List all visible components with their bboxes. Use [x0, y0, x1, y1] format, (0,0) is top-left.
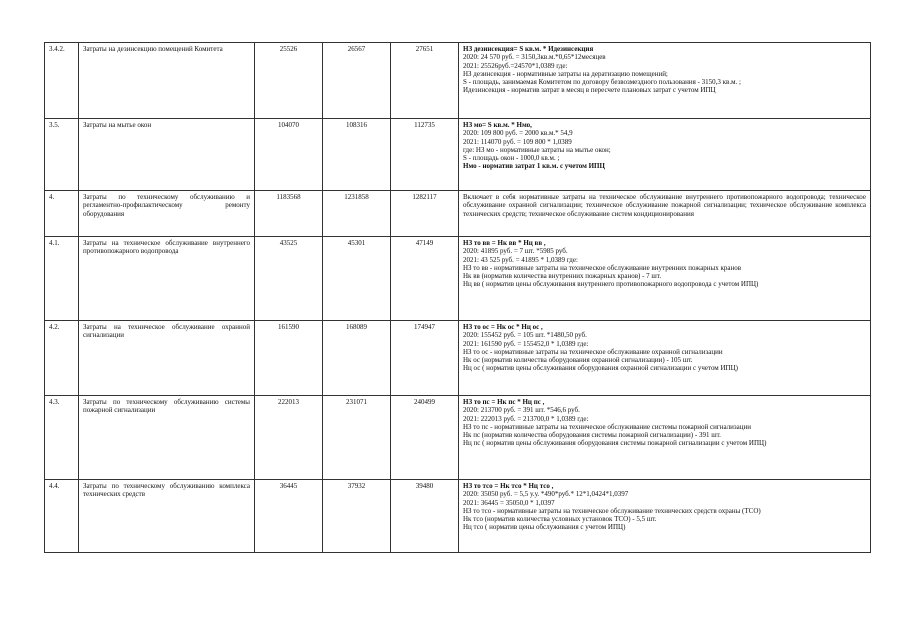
- value-2022: 112735: [391, 119, 459, 191]
- row-number: 3.4.2.: [45, 43, 79, 119]
- formula-line: 2021: 25526руб.=24570*1,0389 где:: [463, 61, 568, 70]
- formula-line: Нк вв (норматив количества внутренних пожарных кранов) - 7 шт.: [463, 272, 662, 281]
- value-2020: 104070: [255, 119, 323, 191]
- calculation-description: [459, 396, 871, 480]
- expense-name: Затраты на техническое обслуживание охранной сигнализации: [79, 321, 255, 396]
- calculation-description: [459, 191, 871, 237]
- expense-name: Затраты на техническое обслуживание внутреннего противопожарного водопровода: [79, 237, 255, 321]
- formula-line: Нк пс (норматив количества оборудования системы пожарной сигнализации) - 391 шт.: [463, 431, 721, 440]
- value-2022: 174947: [391, 321, 459, 396]
- value-2020: 222013: [255, 396, 323, 480]
- expense-name: Затраты по техническому обслуживанию комплекса технических средств: [79, 480, 255, 553]
- row-number: 4.2.: [45, 321, 79, 396]
- formula-line: НЗ дезинсекция - нормативные затраты на дератизацию помещений;: [463, 69, 668, 78]
- formula-line: 2021: 222013 руб. = 213700,0 * 1,0389 где:: [463, 414, 589, 423]
- formula-line: 2020: 109 800 руб. = 2000 кв.м.* 54,9: [463, 129, 573, 138]
- budget-table: [44, 42, 871, 553]
- value-2020: 161590: [255, 321, 323, 396]
- value-2021: 26567: [323, 43, 391, 119]
- formula-line: 2021: 161590 руб. = 155452,0 * 1,0389 где:: [463, 339, 589, 348]
- calculation-description: [459, 321, 871, 396]
- value-2020: 1183568: [255, 191, 323, 237]
- table-row: [45, 191, 871, 237]
- formula-line: Нк ос (норматив количества оборудования охранной сигнализации) - 105 шт.: [463, 356, 693, 365]
- value-2022: 27651: [391, 43, 459, 119]
- calculation-description: [459, 480, 871, 553]
- value-2020: 43525: [255, 237, 323, 321]
- value-2021: 108316: [323, 119, 391, 191]
- value-2021: 45301: [323, 237, 391, 321]
- formula-line: НЗ то ос = Нк ос * Нц ос ,: [463, 323, 543, 331]
- table-row: [45, 237, 871, 321]
- calculation-description: [459, 119, 871, 191]
- formula-line: НЗ то тсо - нормативные затраты на техническое обслуживание технических средств охраны (ТСО): [463, 506, 761, 515]
- row-number: 4.4.: [45, 480, 79, 553]
- row-number: 4.1.: [45, 237, 79, 321]
- formula-line: Нц ос ( норматив цены обслуживания оборудования охранной сигнализации с учетом ИПЦ): [463, 364, 738, 373]
- row-number: 4.3.: [45, 396, 79, 480]
- formula-line: где: НЗ мо - нормативные затраты на мытье окон;: [463, 145, 611, 154]
- formula-line: Нк тсо (норматив количества условных установок ТСО) - 5,5 шт.: [463, 515, 657, 524]
- formula-line: 2021: 36445 = 35050,0 * 1,0397: [463, 498, 555, 507]
- formula-line: Нмо - норматив затрат 1 кв.м. с учетом ИПЦ: [463, 162, 605, 171]
- calculation-description: [459, 43, 871, 119]
- formula-line: S - площадь окон - 1000,0 кв.м. ;: [463, 154, 560, 163]
- value-2021: 168089: [323, 321, 391, 396]
- formula-line: НЗ дезинсекция= S кв.м. * Идезинсекция: [463, 45, 594, 53]
- formula-line: НЗ то вв - нормативные затраты на техническое обслуживание внутренних пожарных кранов: [463, 263, 742, 272]
- row-number: 3.5.: [45, 119, 79, 191]
- calculation-description: [459, 237, 871, 321]
- value-2022: 1282117: [391, 191, 459, 237]
- formula-line: Нц пс ( норматив цены обслуживания оборудования системы пожарной сигнализации с учетом ИПЦ): [463, 439, 767, 448]
- formula-line: НЗ то пс - нормативные затраты на техническое обслуживание системы пожарной сигнализации: [463, 422, 751, 431]
- formula-line: 2020: 155452 руб. = 105 шт. *1480,50 руб.: [463, 331, 587, 340]
- formula-line: Включает в себя нормативные затраты на техническое обслуживание внутреннего противопожарного водопровода; техническое обслуживание охранной сигнализации; техническое обслуживание пожарной сигнализации; техническое обслуживание комплекса технических средств; техническое обслуживание систем кондиционирования: [463, 193, 866, 218]
- value-2022: 47149: [391, 237, 459, 321]
- value-2021: 1231858: [323, 191, 391, 237]
- formula-line: Идезинсекция - норматив затрат в месяц в пересчете плановых затрат с учетом ИПЦ: [463, 86, 716, 95]
- formula-line: НЗ то пс = Нк пс * Нц пс ,: [463, 398, 545, 406]
- formula-line: 2020: 35050 руб. = 5,5 у.у. *490*руб.* 12*1,0424*1,0397: [463, 490, 629, 499]
- value-2021: 231071: [323, 396, 391, 480]
- table-row: [45, 480, 871, 553]
- formula-line: 2021: 114070 руб. = 109 800 * 1,0389: [463, 137, 572, 146]
- value-2021: 37932: [323, 480, 391, 553]
- table-row: [45, 321, 871, 396]
- value-2020: 25526: [255, 43, 323, 119]
- formula-line: Нц вв ( норматив цены обслуживания внутреннего противопожарного водопровода с учетом ИПЦ): [463, 280, 759, 289]
- formula-line: НЗ то ос - нормативные затраты на техническое обслуживание охранной сигнализации: [463, 347, 723, 356]
- expense-name: Затраты по техническому обслуживанию системы пожарной сигнализации: [79, 396, 255, 480]
- row-number: 4.: [45, 191, 79, 237]
- table-row: [45, 43, 871, 119]
- formula-line: Нц тсо ( норматив цены обслуживания с учетом ИПЦ): [463, 523, 626, 532]
- formula-line: 2020: 24 570 руб. = 3150,3кв.м.*0,65*12месяцев: [463, 53, 606, 62]
- expense-name: Затраты на мытье окон: [79, 119, 255, 191]
- formula-line: НЗ мо= S кв.м. * Нмо,: [463, 121, 532, 129]
- value-2022: 240499: [391, 396, 459, 480]
- expense-name: Затраты на дезинсекцию помещений Комитета: [79, 43, 255, 119]
- expense-name: Затраты по техническому обслуживанию и регламентно-профилактическому ремонту оборудования: [79, 191, 255, 237]
- table-row: [45, 119, 871, 191]
- value-2022: 39480: [391, 480, 459, 553]
- formula-line: 2020: 213700 руб. = 391 шт. *546,6 руб.: [463, 406, 580, 415]
- formula-line: НЗ то тсо = Нк тсо * Нц тсо ,: [463, 482, 554, 490]
- formula-line: 2020: 41895 руб. = 7 шт. *5985 руб.: [463, 247, 568, 256]
- table-row: [45, 396, 871, 480]
- value-2020: 36445: [255, 480, 323, 553]
- formula-line: 2021: 43 525 руб. = 41895 * 1,0389 где:: [463, 255, 578, 264]
- formula-line: S - площадь, занимаемая Комитетом по договору безвозмездного пользования - 3150,3 кв.м. ;: [463, 78, 741, 87]
- formula-line: НЗ то вв = Нк вв * Нц вв ,: [463, 239, 546, 247]
